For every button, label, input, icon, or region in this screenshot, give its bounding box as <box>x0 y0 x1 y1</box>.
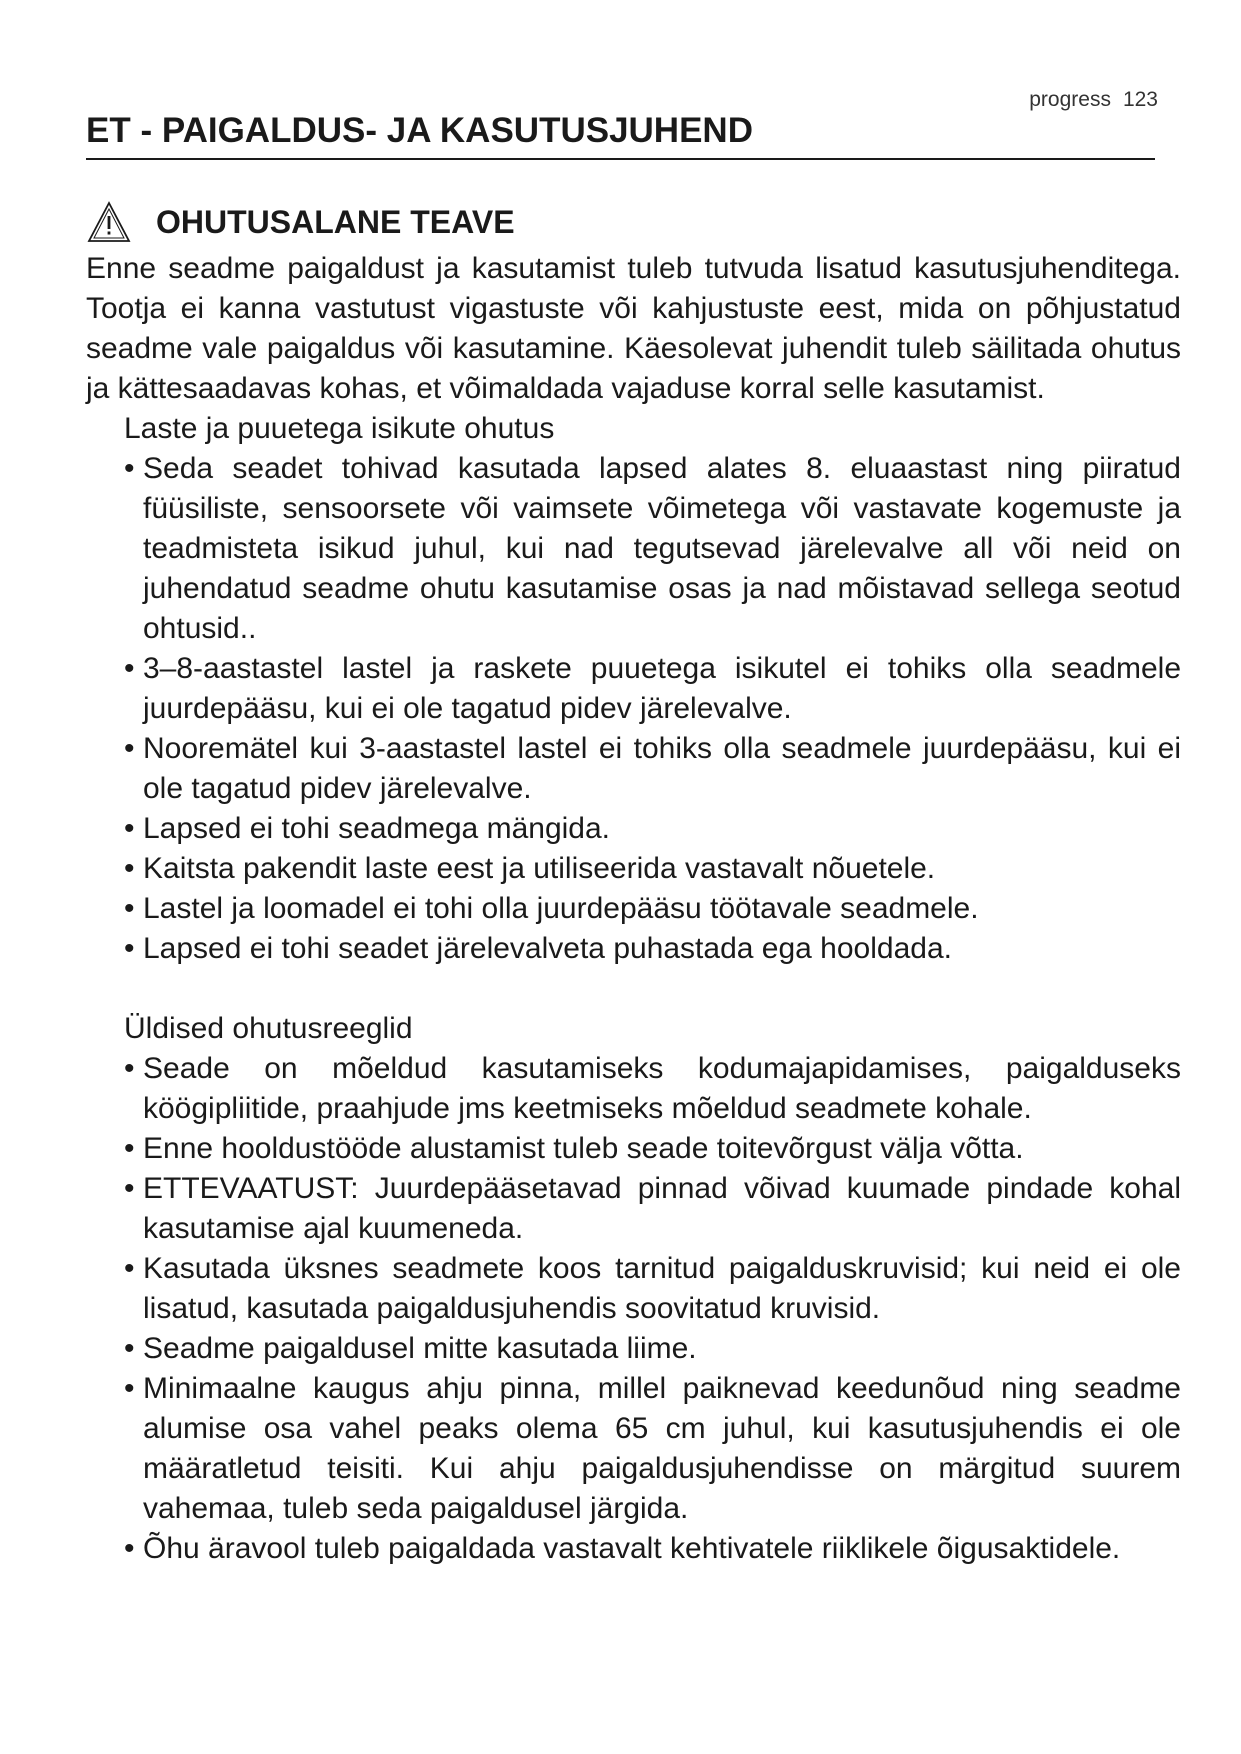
page-header <box>1029 88 1158 112</box>
list-item: • Minimaalne kaugus ahju pinna, millel paiknevad keedunõud ning seadme alumise osa vahel peaks olema 65 cm juhul, kui kasutusjuhendis ei ole määratletud teisiti. Kui ahju paigaldusjuhendisse on märgitud suurem vahemaa, tuleb seda paigaldusel järgida. <box>124 1369 1181 1529</box>
list-item: • Lastel ja loomadel ei tohi olla juurdepääsu töötavale seadmele. <box>124 889 1181 929</box>
list-item: • Õhu äravool tuleb paigaldada vastavalt kehtivatele riiklikele õigusaktidele. <box>124 1529 1181 1569</box>
list-item: • 3–8-aastastel lastel ja raskete puuetega isikutel ei tohiks olla seadmele juurdepääsu, kui ei ole tagatud pidev järelevalve. <box>124 649 1181 729</box>
list-item: • Lapsed ei tohi seadmega mängida. <box>124 809 1181 849</box>
general-list <box>86 1049 1181 1569</box>
page-number: 123 <box>1122 88 1158 111</box>
safety-heading: OHUTUSALANE TEAVE <box>156 203 515 240</box>
list-item: • ETTEVAATUST: Juurdepääsetavad pinnad võivad kuumade pindade kohal kasutamise ajal kuumeneda. <box>124 1169 1181 1249</box>
list-item: • Lapsed ei tohi seadet järelevalveta puhastada ega hooldada. <box>124 929 1181 969</box>
children-heading: Laste ja puuetega isikute ohutus <box>124 412 555 445</box>
list-item: • Enne hooldustööde alustamist tuleb seade toitevõrgust välja võtta. <box>124 1129 1181 1169</box>
warning-triangle-icon <box>86 200 132 244</box>
general-heading: Üldised ohutusreeglid <box>124 1012 413 1045</box>
safety-section-heading <box>86 200 515 244</box>
title-divider <box>86 158 1155 160</box>
safety-intro: Enne seadme paigaldust ja kasutamist tuleb tutvuda lisatud kasutusjuhenditega. Tootja ei kanna vastutust vigastuste või kahjustuste eest, mida on põhjustatud seadme vale paigaldus või kasutamine. Käesolevat juhendit tuleb säilitada ohutus ja kättesaadavas kohas, et võimaldada vajaduse korral selle kasutamist. <box>86 252 1181 405</box>
list-item: • Seadme paigaldusel mitte kasutada liime. <box>124 1329 1181 1369</box>
list-item: • Kasutada üksnes seadmete koos tarnitud paigalduskruvisid; kui neid ei ole lisatud, kasutada paigaldusjuhendis soovitatud kruvisid. <box>124 1249 1181 1329</box>
children-list <box>86 449 1181 969</box>
document-title: ET - PAIGALDUS- JA KASUTUSJUHEND <box>86 111 753 150</box>
list-item: • Nooremätel kui 3-aastastel lastel ei tohiks olla seadmele juurdepääsu, kui ei ole tagatud pidev järelevalve. <box>124 729 1181 809</box>
list-item: • Seade on mõeldud kasutamiseks kodumajapidamises, paigalduseks köögipliitide, praahjude jms keetmiseks mõeldud seadmete kohale. <box>124 1049 1181 1129</box>
document-body <box>86 249 1181 1569</box>
list-item: • Seda seadet tohivad kasutada lapsed alates 8. eluaastast ning piiratud füüsiliste, sensoorsete või vaimsete võimetega või vastavate kogemuste ja teadmisteta isikud juhul, kui nad tegutsevad järelevalve all või neid on juhendatud seadme ohutu kasutamise osas ja nad mõistavad sellega seotud ohtusid.. <box>124 449 1181 649</box>
brand-name: progress <box>1029 88 1111 111</box>
list-item: • Kaitsta pakendit laste eest ja utiliseerida vastavalt nõuetele. <box>124 849 1181 889</box>
